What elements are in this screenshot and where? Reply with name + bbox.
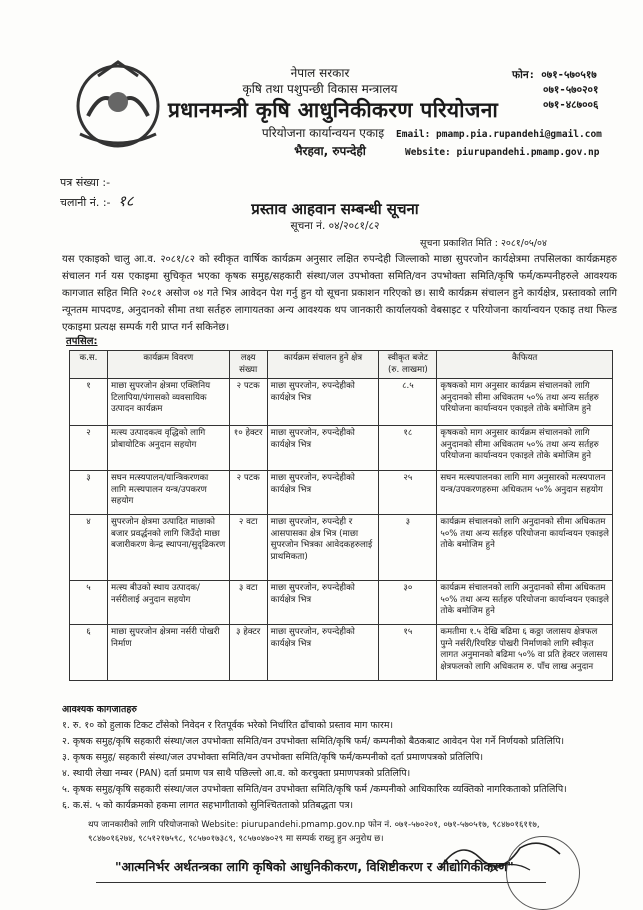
ministry-name: कृषि तथा पशुपन्छी विकास मन्त्रालय	[242, 82, 398, 96]
table-row	[70, 426, 613, 471]
contact-line-1: थप जानकारीको लागि परियोजनाको Website: piurupandehi.pmamp.gov.np फोन नं. ०७१-५७०२०१, ०७१-५७०५१७, ९८४७०१६११७,	[88, 820, 540, 830]
table-row	[70, 379, 613, 426]
program-table	[69, 350, 613, 681]
doc-item: ३. कृषक समुह/ सहकारी संस्था/जल उपभोक्ता समिति/वन उपभोक्ता समिति/कृषि फर्म/कम्पनीको दर्ता प्रमाणपत्रको प्रतिलिपि।	[62, 752, 484, 763]
col-header-target: लक्ष्य संख्या	[229, 351, 267, 379]
cell-target: २ पटक	[229, 471, 267, 515]
doc-item: ४. स्थायी लेखा नम्बर (PAN) दर्ता प्रमाण पत्र साथै पछिल्लो आ.व. को करचुक्ता प्रमाणपत्रको प्रतिलिपि।	[62, 768, 411, 779]
email-address: Email: pmamp.pia.rupandehi@gmail.com	[396, 129, 602, 140]
published-date: सूचना प्रकाशित मिति : २०८१/०५/०४	[420, 238, 547, 249]
unit-location: भैरहवा, रुपन्देही	[294, 144, 366, 158]
cell-area: माछा सुपरजोन, रुपन्देहीको कार्यक्षेत्र भित्र	[267, 379, 379, 426]
cell-target: ३ हेक्टर	[229, 625, 267, 681]
cell-remarks: कमतीमा १.५ देखि बढिमा ६ कठ्ठा जलासय क्षेत्रफल पुग्ने नर्सरी/रियरिङ पोखरी निर्माणको लागि स्वीकृत लागत अनुमानको बढिमा ५०% वा प्रति हेक्टर जलासय क्षेत्रफलको लागि अधिकतम रु. पाँच लाख अनुदान	[437, 625, 613, 681]
cell-area: माछा सुपरजोन, रुपन्देहीको कार्यक्षेत्र भित्र	[267, 471, 379, 515]
cell-budget: २५	[379, 471, 437, 515]
cell-remarks: कार्यक्रम संचालनको लागि अनुदानको सीमा अधिकतम ५०% तथा अन्य सर्तहरु परियोजना कार्यान्वयन एकाइले तोके बमोजिम हुने	[437, 515, 613, 581]
col-header-remarks: कैफियत	[437, 351, 613, 379]
col-header-budget: स्वीकृत बजेट (रु. लाखमा)	[379, 351, 437, 379]
phone-3: ०७१-४८७००६	[543, 99, 599, 111]
cell-area: माछा सुपरजोन, रुपन्देहीको कार्यक्षेत्र भित्र	[267, 426, 379, 471]
tapsil-label: तपसिल:	[66, 336, 98, 347]
notice-title: प्रस्ताव आहवान सम्बन्धी सूचना	[251, 200, 419, 218]
cell-program: माछा सुपरजोन क्षेत्रमा एक्लिनिय टिलापिया/पंगासको व्यवसायिक उत्पादन कार्यक्रम	[107, 379, 229, 426]
notice-body: यस एकाइको चालु आ.व. २०८१/८२ को स्वीकृत वार्षिक कार्यक्रम अनुसार लक्षित रुपन्देही जिल्लाको माछा सुपरजोन कार्यक्षेत्रमा तपसिलका कार्यक्रमहरु संचालन गर्न यस एकाइमा सुचिकृत भएका कृषक समुह/सहकारी संस्था/जल उपभोक्ता समिति/वन उपभोक्ता समिति/कृषि फर्म/कम्पनीहरुले आवश्यक कागजात सहित मिति २०८१ असोज ०४ गते भित्र आवेदन पेश गर्नु हुन यो सूचना प्रकाशन गरिएको छ। साथै कार्यक्रम संचालन हुने कार्यक्षेत्र, प्रस्तावको लागि न्यूनतम मापदण्ड, अनुदानको सीमा तथा सर्तहरु लागायतका अन्य आवश्यक थप जानकारी कार्यालयको वेबसाइट र परियोजना कार्यान्वयन एकाइ तथा फिल्ड एकाइमा प्रत्यक्ष सम्पर्क गरी प्राप्त गर्न सकिनेछ।	[62, 254, 617, 333]
cell-budget: ३०	[379, 581, 437, 625]
cell-program: मत्स्य उत्पादकत्व वृद्धिको लागि प्रोबायोटिक अनुदान सहयोग	[107, 426, 229, 471]
cell-budget: १५	[379, 625, 437, 681]
doc-item: ५. कृषक समुह/कृषि सहकारी संस्था/जल उपभोक्ता समिति/वन उपभोक्ता समिति/कृषि फर्म /कम्पनीको आधिकारिक व्यक्तिको नागरिकताको प्रतिलिपि।	[62, 784, 567, 795]
cell-target: १० हेक्टर	[229, 426, 267, 471]
col-header-sn: क.स.	[70, 351, 108, 379]
cell-area: माछा सुपरजोन, रुपन्देही र आसपासका क्षेत्र भित्र (माछा सुपरजोन भित्रका आवेदकहरुलाई प्राथमिकता)	[267, 515, 379, 581]
cell-sn: ३	[70, 471, 108, 515]
cell-target: २ वटा	[229, 515, 267, 581]
cell-program: सघन मत्स्यपालन/यान्त्रिकरणका लागि मत्स्यपालन यन्त्र/उपकरण सहयोग	[107, 471, 229, 515]
cell-sn: २	[70, 426, 108, 471]
cell-sn: ५	[70, 581, 108, 625]
table-row	[70, 471, 613, 515]
cell-sn: १	[70, 379, 108, 426]
contact-line-2: ९८४७०१६२७४, ९८५१२१७५९८, ९८५७०१७३८९, ९८५७०४७०२९ मा सम्पर्क राख्नु हुन अनुरोध छ।	[88, 834, 384, 844]
cell-remarks: सघन मत्स्यपालनका लागि माग अनुसारको मत्स्यपालन यन्त्र/उपकरणहरुमा अधिकतम ५०% अनुदान सहयोग	[437, 471, 613, 515]
nepal-emblem-icon	[68, 56, 168, 152]
cell-remarks: कृषकको माग अनुसार कार्यक्रम संचालनको लागि अनुदानको सीमा अधिकतम ५०% तथा अन्य सर्तहरु परियोजना कार्यान्वयन एकाइले तोके बमोजिम हुने	[437, 379, 613, 426]
cell-budget: १८	[379, 426, 437, 471]
table-header-row	[70, 351, 613, 379]
cell-program: माछा सुपरजोन क्षेत्रमा नर्सरी पोखरी निर्माण	[107, 625, 229, 681]
table-row	[70, 625, 613, 681]
website-address: Website: piurupandehi.pmamp.gov.np	[405, 147, 600, 158]
doc-item: २. कृषक समुह/कृषि सहकारी संस्था/जल उपभोक्ता समिति/वन उपभोक्ता समिति/कृषि फर्म/ कम्पनीको बैठकबाट आवेदन पेश गर्ने निर्णयको प्रतिलिपि।	[62, 736, 565, 747]
footer-slogan: "आत्मनिर्भर अर्थतन्त्रका लागि कृषिको आधुनिकीकरण, विशिष्टीकरण र औद्योगिकीकरण"	[115, 859, 514, 874]
notice-number: सूचना नं. ०४/२०८१/८२	[290, 220, 380, 232]
cell-sn: ४	[70, 515, 108, 581]
cell-area: माछा सुपरजोन, रुपन्देहीको कार्यक्षेत्र भित्र	[267, 625, 379, 681]
cell-target: २ पटक	[229, 379, 267, 426]
unit-name: परियोजना कार्यान्वयन एकाइ	[261, 126, 385, 140]
table-row	[70, 515, 613, 581]
cell-sn: ६	[70, 625, 108, 681]
cell-budget: ८.५	[379, 379, 437, 426]
cell-program: मत्स्य बीउको स्थाय उत्पादक/नर्सरीलाई अनुदान सहयोग	[107, 581, 229, 625]
table-row	[70, 581, 613, 625]
patra-sankhya: पत्र संख्या :-	[60, 176, 111, 189]
chalani-number: १८	[118, 192, 134, 210]
chalani-label: चलानी नं. :-	[60, 196, 111, 209]
phone-1: फोन: ०७१-५७०५१७	[512, 69, 597, 81]
cell-budget: ३	[379, 515, 437, 581]
cell-area: माछा सुपरजोन, रुपन्देहीको कार्यक्षेत्र भित्र	[267, 581, 379, 625]
required-docs	[62, 702, 622, 814]
footer-divider	[96, 882, 546, 883]
doc-item: ६. क.सं. ५ को कार्यक्रमको हकमा लागत सहभागीताको सुनिश्चितताको प्रतिबद्धता पत्र।	[62, 800, 354, 811]
govt-name: नेपाल सरकार	[290, 66, 350, 80]
cell-remarks: कृषकको माग अनुसार कार्यक्रम संचालनको लागि अनुदानको सीमा अधिकतम ५०% तथा अन्य सर्तहरु परियोजना कार्यान्वयन एकाइले तोके बमोजिम हुने	[437, 426, 613, 471]
project-name: प्रधानमन्त्री कृषि आधुनिकीकरण परियोजना	[168, 98, 499, 122]
cell-target: ३ वटा	[229, 581, 267, 625]
col-header-area: कार्यक्रम संचालन हुने क्षेत्र	[267, 351, 379, 379]
col-header-program: कार्यक्रम विवरण	[107, 351, 229, 379]
cell-remarks: कार्यक्रम संचालनको लागि अनुदानको सीमा अधिकतम ५०% तथा अन्य सर्तहरु परियोजना कार्यान्वयन एकाइले तोके बमोजिम हुने	[437, 581, 613, 625]
docs-heading: आवश्यक कागजातहरु	[62, 704, 137, 715]
doc-item: १. रु. १० को हुलाक टिकट टाँसेको निवेदन र रितपूर्वक भरेको निर्धारित ढाँचाको प्रस्ताव माग फारम।	[62, 720, 394, 731]
phone-2: ०७१-५७०२०१	[543, 84, 599, 96]
cell-program: सुपरजोन क्षेत्रमा उत्पादित माछाको बजार प्रवर्द्धनको लागि जिउँदो माछा बजारीकरण केन्द्र स्थापना/सुदृढिकरण	[107, 515, 229, 581]
